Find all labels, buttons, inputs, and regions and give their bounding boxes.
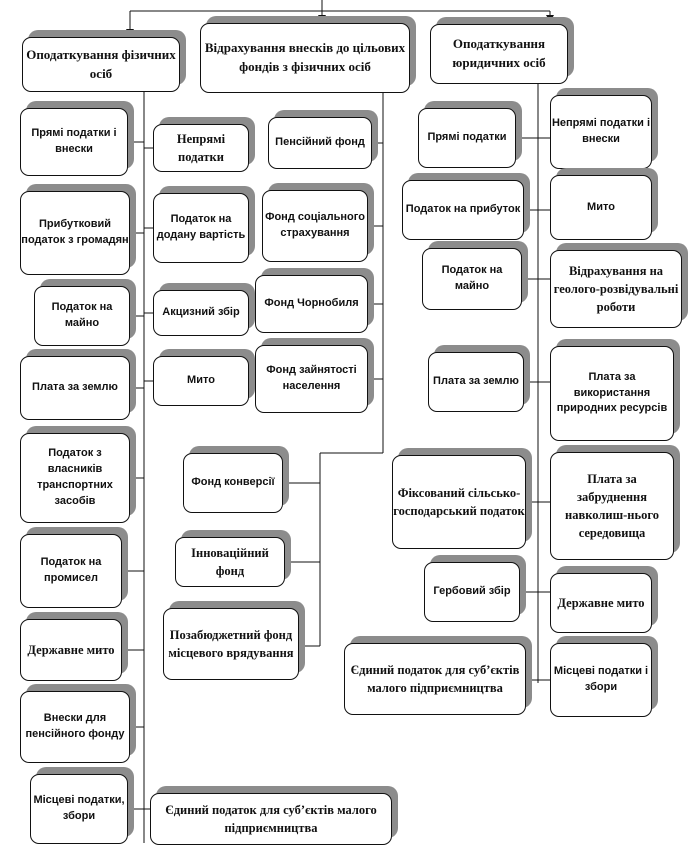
node-employment-fund [255,345,368,413]
node-indirect-taxes-and-contributions-label: Непрямі податки і внески [551,117,651,145]
node-customs-duty-physical-label: Мито [187,374,215,387]
node-vat [153,193,249,263]
header-legal-entities [430,24,568,84]
node-customs-duty-legal [550,175,652,240]
node-chernobyl-fund-label: Фонд Чорнобиля [264,297,359,310]
node-property-tax-physical-label: Податок на майно [51,301,113,329]
node-direct-taxes-legal [418,108,516,168]
header-physical-persons [22,37,180,92]
node-direct-taxes-and-contributions [20,108,128,176]
node-land-fee-physical-label: Плата за землю [32,381,118,394]
node-property-tax-physical [34,286,130,346]
header-legal-entities-label: Оподаткування юридичних осіб [452,36,546,70]
node-property-tax-legal [422,248,522,310]
node-indirect-taxes-and-contributions [550,95,652,169]
node-single-tax-physical [150,793,392,845]
node-stamp-duty [424,562,520,622]
node-single-tax-physical-label: Єдиний податок для суб’єктів малого підприємництва [165,802,377,835]
node-personal-income-tax [20,191,130,275]
node-single-tax-legal [344,643,526,715]
node-chernobyl-fund [255,275,368,333]
node-direct-taxes-and-contributions-label: Прямі податки і внески [31,127,117,155]
node-local-taxes-physical-label: Місцеві податки, збори [33,794,125,822]
node-excise-duty-label: Акцизний збір [162,306,240,319]
node-vat-label: Податок на додану вартість [156,213,246,241]
header-fund-contributions [200,23,410,93]
node-pension-fund-contributions [20,691,130,763]
node-profit-tax-label: Податок на прибуток [405,203,521,216]
node-employment-fund-label: Фонд зайнятості населення [266,364,357,392]
node-pension-fund-label: Пенсійний фонд [275,136,365,149]
node-stamp-duty-label: Гербовий збір [433,585,511,598]
node-customs-duty-physical [153,356,249,406]
node-local-government-fund [163,608,299,680]
node-indirect-taxes-label: Непрямі податки [176,131,226,164]
node-personal-income-tax-label: Прибутковий податок з громадян [21,218,129,246]
node-state-duty-legal-label: Державне мито [557,595,645,610]
node-state-duty-legal [550,573,652,633]
node-local-government-fund-label: Позабюджетний фонд місцевого врядування [168,627,294,660]
node-pension-fund-contributions-label: Внески для пенсійного фонду [25,712,125,740]
node-fixed-agricultural-tax [392,455,526,549]
node-innovation-fund-label: Інноваційний фонд [191,545,269,578]
node-pollution-fee [550,452,674,560]
node-indirect-taxes [153,124,249,172]
node-social-insurance-fund-label: Фонд соціального страхування [265,211,365,239]
node-geological-survey-deductions [550,250,682,328]
node-natural-resources-fee-label: Плата за використання природних ресурсів [556,370,668,415]
node-land-fee-physical [20,356,130,420]
node-excise-duty [153,290,249,336]
node-vehicle-owners-tax-label: Податок з власників транспортних засобів [37,447,113,507]
node-single-tax-legal-label: Єдиний податок для суб’єктів малого підприємництва [350,662,520,695]
node-state-duty-physical-label: Державне мито [27,642,115,657]
header-fund-contributions-label: Відрахування внесків до цільових фондів з фізичних осіб [204,40,406,74]
node-vehicle-owners-tax [20,433,130,523]
node-natural-resources-fee [550,346,674,441]
node-geological-survey-deductions-label: Відрахування на геолого-розвідувальні роботи [553,263,679,315]
node-property-tax-legal-label: Податок на майно [441,264,503,292]
node-customs-duty-legal-label: Мито [587,200,615,213]
node-social-insurance-fund [262,190,368,262]
node-trade-tax-label: Податок на промисел [40,556,102,584]
node-fixed-agricultural-tax-label: Фіксований сільсько-господарський податок [393,485,525,518]
node-innovation-fund [175,537,285,587]
node-land-fee-legal [428,352,524,412]
node-state-duty-physical [20,619,122,681]
node-trade-tax [20,534,122,608]
node-land-fee-legal-label: Плата за землю [433,375,519,388]
node-pension-fund [268,117,372,169]
node-profit-tax [402,180,524,240]
header-physical-persons-label: Оподаткування фізичних осіб [26,46,176,81]
node-conversion-fund-label: Фонд конверсії [191,476,275,489]
node-local-taxes-legal-label: Місцеві податки і збори [553,665,649,693]
node-pollution-fee-label: Плата за забруднення навколиш-нього середовища [565,471,659,541]
node-direct-taxes-legal-label: Прямі податки [427,131,507,144]
node-conversion-fund [183,453,283,513]
node-local-taxes-physical [30,774,128,844]
node-local-taxes-legal [550,643,652,717]
